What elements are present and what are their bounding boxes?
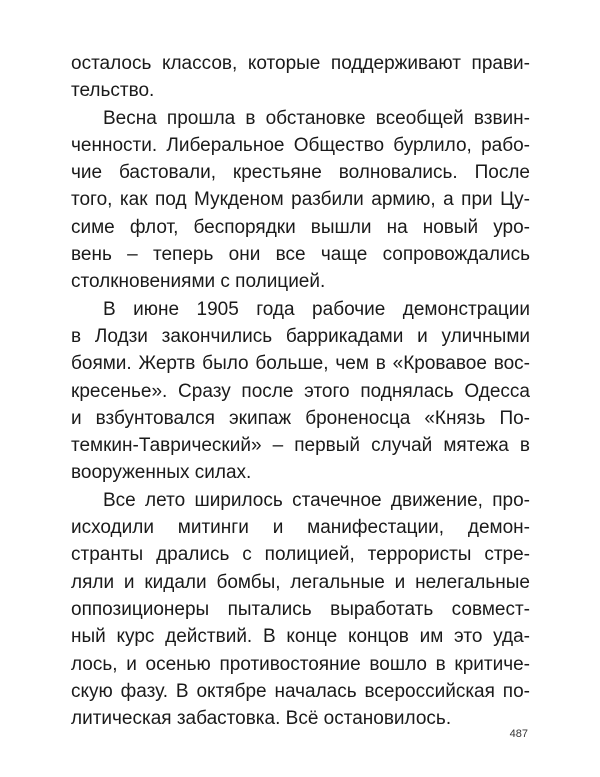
text-line: оппозиционеры пытались выработать совмест- xyxy=(71,598,530,620)
text-line: ный курс действий. В конце концов им это уда- xyxy=(71,626,530,648)
text-line: симе флот, беспорядки вышли на новый уро- xyxy=(71,216,530,238)
text-line: исходили митинги и манифестации, демон- xyxy=(71,517,530,539)
text-line: темкин-Таврический» – первый случай мятежа в xyxy=(71,435,530,457)
text-line: скую фазу. В октябре началась всероссийская по- xyxy=(71,680,530,702)
text-line: ченности. Либеральное Общество бурлило, рабо- xyxy=(71,134,530,156)
text-line: Весна прошла в обстановке всеобщей взвин- xyxy=(103,107,530,129)
text-line: чие бастовали, крестьяне волновались. После xyxy=(71,162,530,184)
text-line: лось, и осенью противостояние вошло в критиче- xyxy=(71,653,530,675)
text-line: столкновениями с полицией. xyxy=(71,271,326,293)
text-line: В июне 1905 года рабочие демонстрации xyxy=(103,298,530,320)
text-line: боями. Жертв было больше, чем в «Кровавое вос- xyxy=(71,353,530,375)
text-line: вооруженных силах. xyxy=(71,462,252,484)
text-line: вень – теперь они все чаще сопровождались xyxy=(71,244,530,266)
text-line: и взбунтовался экипаж броненосца «Князь По- xyxy=(71,407,530,429)
page-number: 487 xyxy=(509,728,528,740)
text-line: тельство. xyxy=(71,80,155,102)
text-line: Все лето ширилось стачечное движение, про- xyxy=(103,489,530,511)
text-line: того, как под Мукденом разбили армию, а при Цу- xyxy=(71,189,530,211)
text-line: кресенье». Сразу после этого поднялась Одесса xyxy=(71,380,530,402)
text-line: ляли и кидали бомбы, легальные и нелегальные xyxy=(71,571,530,593)
text-line: в Лодзи закончились баррикадами и уличными xyxy=(71,325,530,347)
text-line: литическая забастовка. Всё остановилось. xyxy=(71,708,452,730)
body-text xyxy=(71,50,530,732)
text-line: странты дрались с полицией, террористы стре- xyxy=(71,544,530,566)
text-line: осталось классов, которые поддерживают прави- xyxy=(71,53,530,74)
